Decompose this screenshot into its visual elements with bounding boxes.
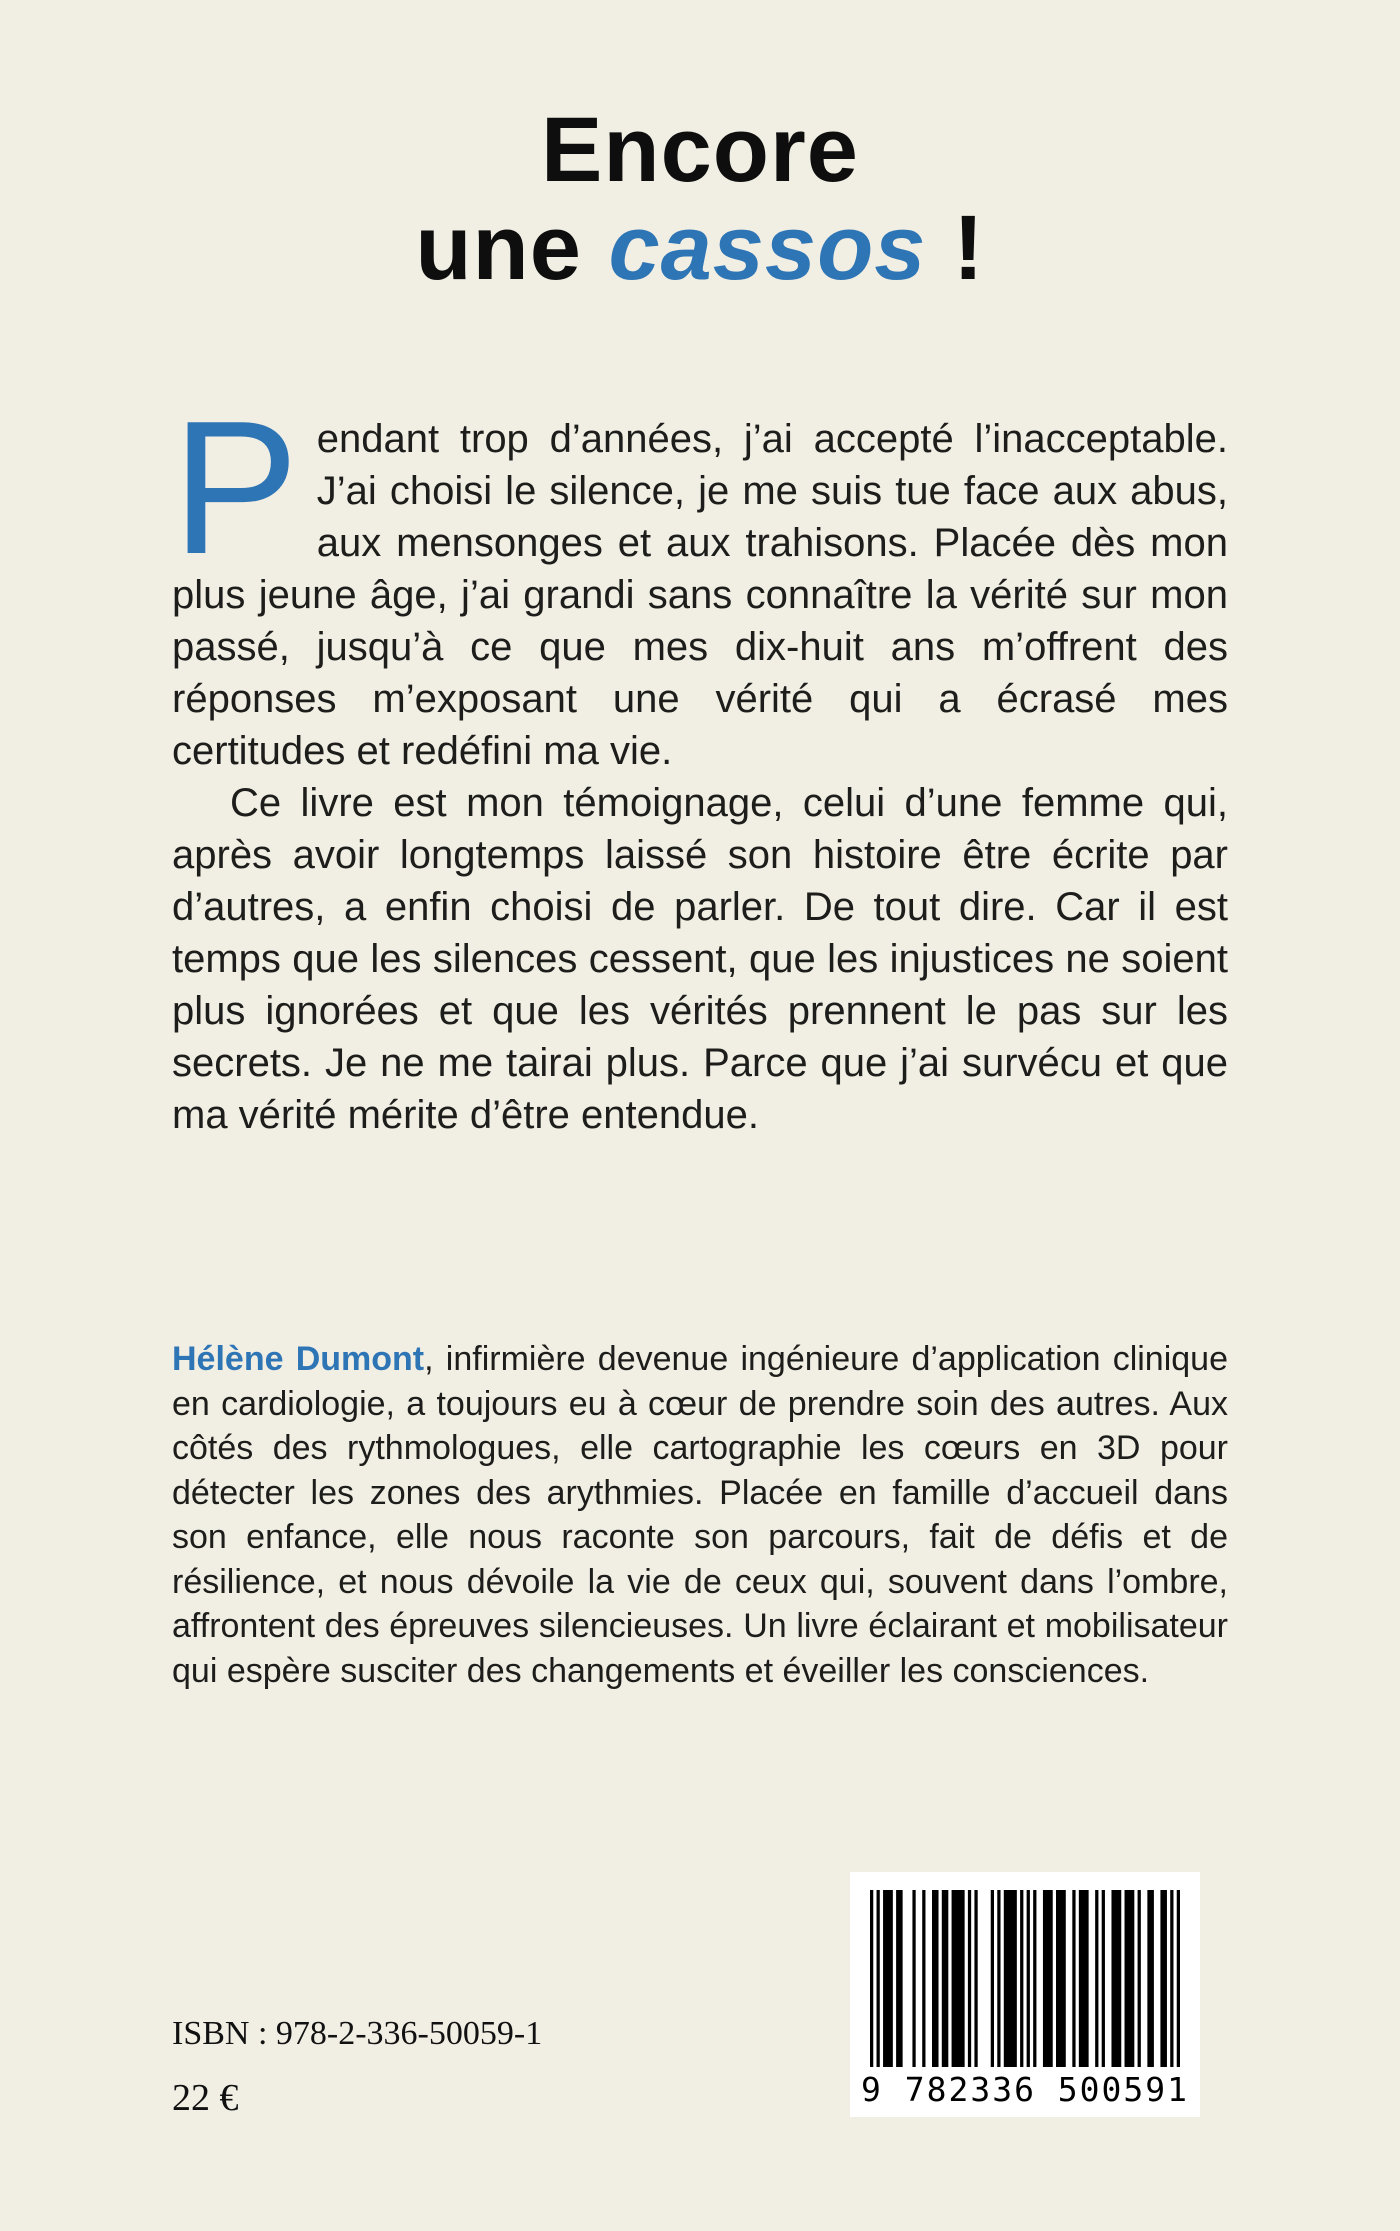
synopsis-paragraph-1 xyxy=(172,382,1228,777)
title-word-cassos: cassos xyxy=(608,196,927,299)
price-text: 22 € xyxy=(172,2077,239,2119)
barcode-number: 9 782336 500591 xyxy=(861,2070,1190,2109)
isbn-text: ISBN : 978-2-336-50059-1 xyxy=(172,2015,543,2052)
book-title-line1: Encore xyxy=(541,99,859,201)
synopsis-paragraph-2: Ce livre est mon témoignage, celui d’une femme qui, après avoir longtemps laissé son histoire être écrite par d’autres, a enfin choisi de parler. De tout dire. Car il est temps que les silences cessent, que les injustices ne soient plus ignorées et que les vérités prennent le pas sur les secrets. Je ne me tairai plus. Parce que j’ai survécu et que ma vérité mérite d’être entendue. xyxy=(172,781,1228,1138)
dropcap-letter: P xyxy=(172,382,299,595)
bio-text: , infirmière devenue ingénieure d’application clinique en cardiologie, a toujours eu à cœur de prendre soin des autres. Aux côtés des rythmologues, elle cartographie les cœurs en 3D pour détecter les zones des arythmies. Placée en famille d’accueil dans son enfance, elle nous raconte son parcours, fait de défis et de résilience, et nous dévoile la vie de ceux qui, souvent dans l’ombre, affrontent des épreuves silencieuses. Un livre éclairant et mobilisateur qui espère susciter des changements et éveiller les consciences. xyxy=(172,1340,1228,1690)
book-title-line2 xyxy=(0,196,1400,299)
bio-paragraph xyxy=(172,1337,1228,1693)
synopsis-section xyxy=(172,382,1228,1141)
author-bio-section xyxy=(172,1337,1228,1693)
title-block xyxy=(0,0,1400,297)
barcode-bars xyxy=(870,1890,1180,2067)
title-word-une: une xyxy=(415,196,609,299)
barcode xyxy=(850,1872,1200,2117)
synopsis-paragraph-1-text: endant trop d’années, j’ai accepté l’inacceptable. J’ai choisi le silence, je me suis tue face aux abus, aux mensonges et aux trahisons. Placée dès mon plus jeune âge, j’ai grandi sans connaître la vérité sur mon passé, jusqu’à ce que mes dix-huit ans m’offrent des réponses m’exposant une vérité qui a écrasé mes certitudes et redéfini ma vie. xyxy=(172,417,1228,774)
author-name: Hélène Dumont xyxy=(172,1340,425,1379)
title-exclamation: ! xyxy=(926,196,985,299)
